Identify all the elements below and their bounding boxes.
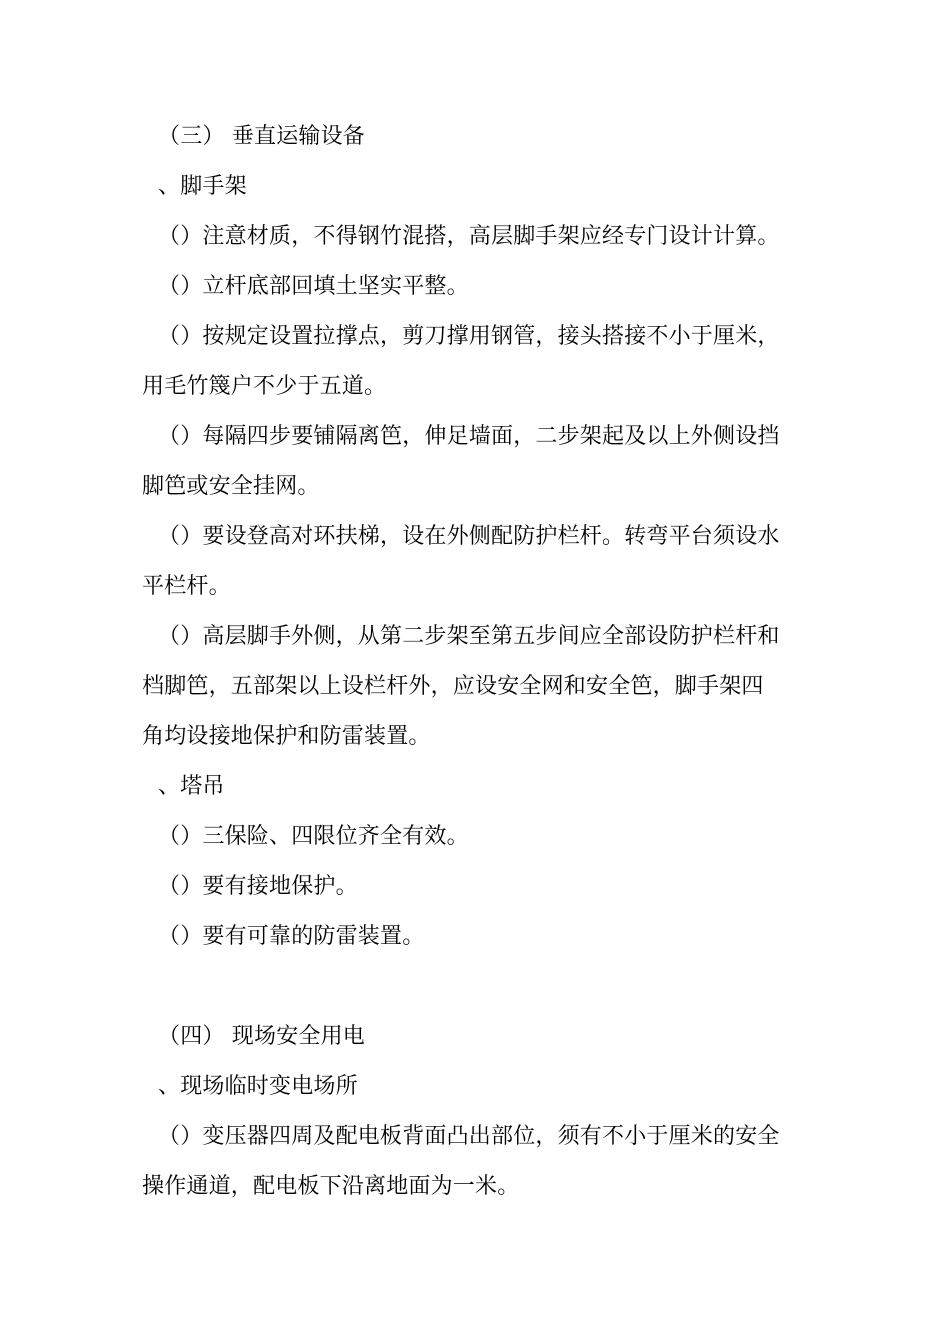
list-item: （）三保险、四限位齐全有效。 bbox=[158, 824, 469, 849]
section-heading: （三） 垂直运输设备 bbox=[158, 124, 365, 149]
paragraph-line: （）按规定设置拉撑点，剪刀撑用钢管，接头搭接不小于厘米， bbox=[158, 324, 780, 349]
list-item: （）要有可靠的防雷装置。 bbox=[158, 924, 425, 949]
paragraph-line: 平栏杆。 bbox=[142, 574, 231, 599]
list-item bbox=[142, 212, 822, 262]
list-item bbox=[142, 262, 822, 312]
paragraph-line: 档脚笆，五部架以上设栏杆外，应设安全网和安全笆，脚手架四 bbox=[142, 674, 764, 699]
paragraph-line: 脚笆或安全挂网。 bbox=[142, 474, 320, 499]
list-item bbox=[142, 612, 822, 762]
paragraph-line: 角均设接地保护和防雷装置。 bbox=[142, 724, 431, 749]
paragraph-line: （）每隔四步要铺隔离笆，伸足墙面，二步架起及以上外侧设挡 bbox=[158, 424, 780, 449]
paragraph-line: 用毛竹篾户不少于五道。 bbox=[142, 374, 387, 399]
section-heading: （四） 现场安全用电 bbox=[158, 1024, 365, 1049]
paragraph-line: （）注意材质，不得钢竹混搭，高层脚手架应经专门设计计算。 bbox=[158, 224, 780, 249]
list-item: （）要有接地保护。 bbox=[158, 874, 358, 899]
list-item bbox=[142, 1112, 822, 1212]
paragraph-line: 操作通道，配电板下沿离地面为一米。 bbox=[142, 1174, 520, 1199]
list-item bbox=[142, 512, 822, 612]
list-item bbox=[142, 412, 822, 512]
paragraph-line: （）变压器四周及配电板背面凸出部位，须有不小于厘米的安全 bbox=[158, 1124, 780, 1149]
spacer bbox=[142, 962, 822, 1012]
paragraph-line: （）要设登高对环扶梯，设在外侧配防护栏杆。转弯平台须设水 bbox=[158, 524, 780, 549]
subsection-title: 、脚手架 bbox=[158, 174, 247, 199]
list-item bbox=[142, 312, 822, 412]
paragraph-line: （）立杆底部回填土坚实平整。 bbox=[158, 274, 469, 299]
subsection-title: 、塔吊 bbox=[158, 774, 225, 799]
document-body bbox=[142, 112, 822, 1212]
subsection-title: 、现场临时变电场所 bbox=[158, 1074, 358, 1099]
paragraph-line: （）高层脚手外侧，从第二步架至第五步间应全部设防护栏杆和 bbox=[158, 624, 780, 649]
